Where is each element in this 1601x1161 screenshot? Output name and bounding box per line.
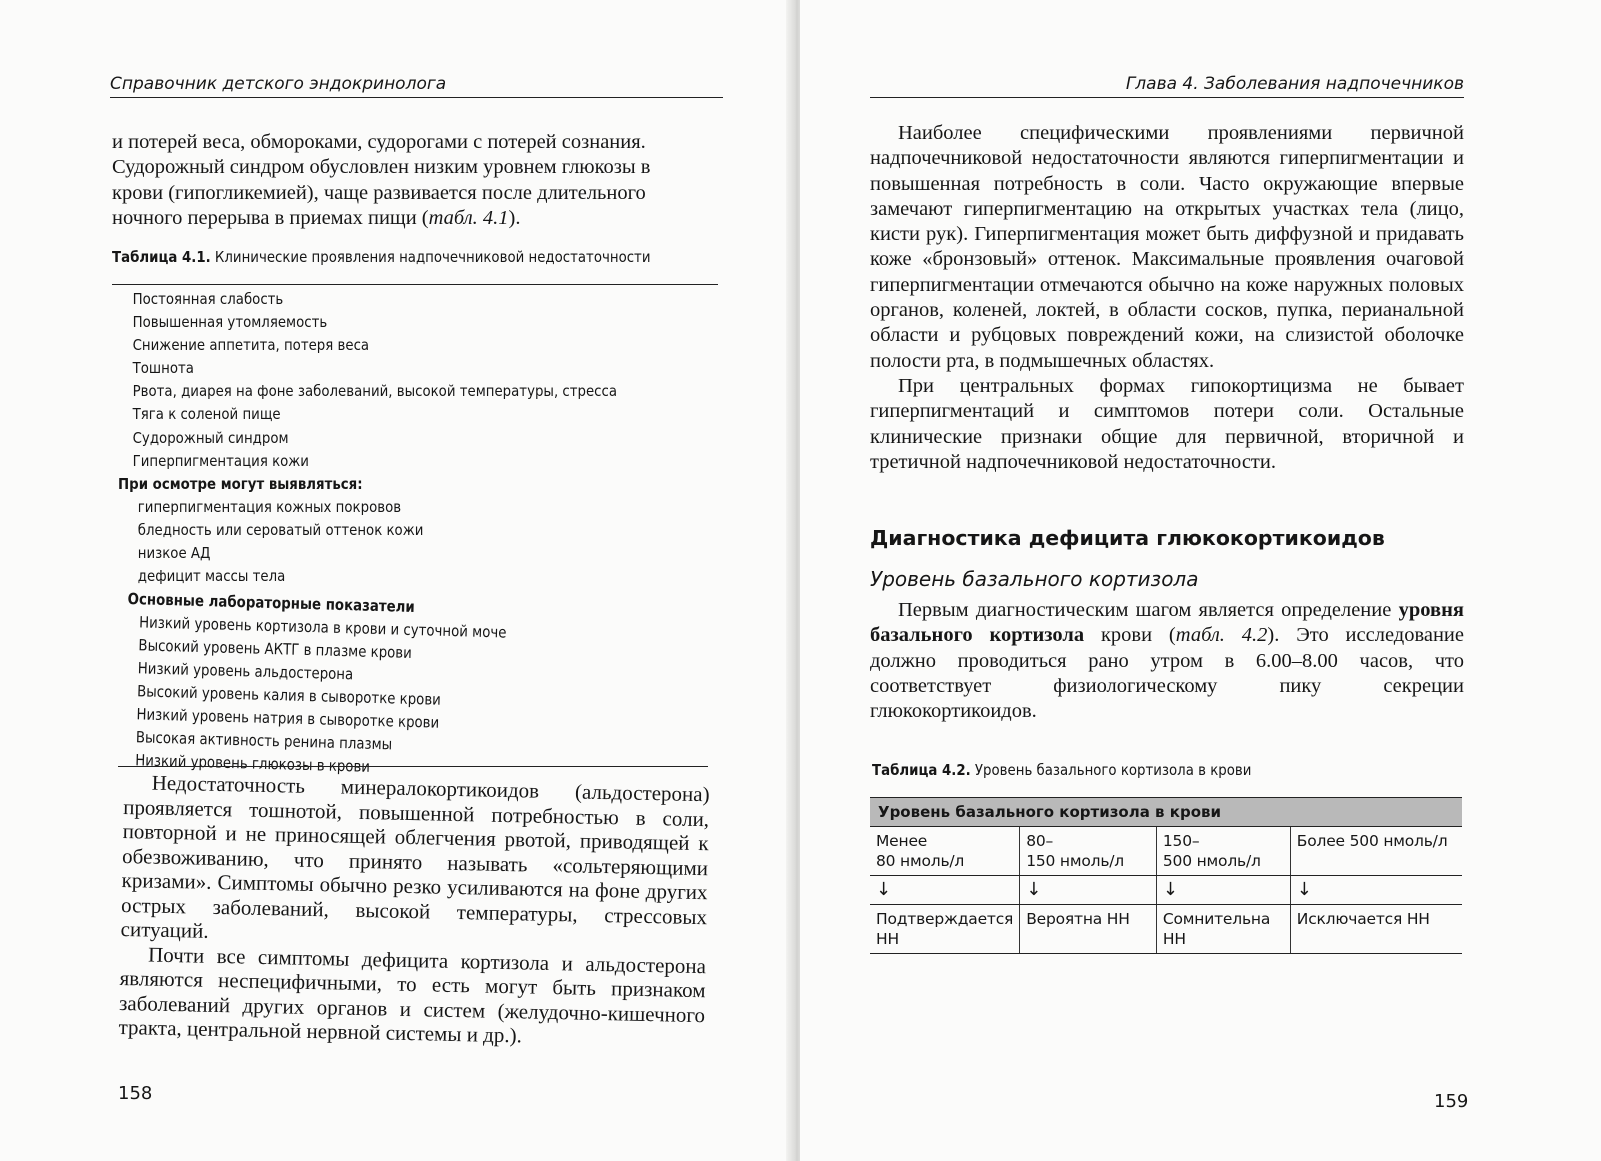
table-cell: Исключается НН xyxy=(1290,905,1462,954)
section-heading: Диагностика дефицита глюкокортикоидов xyxy=(870,526,1385,550)
list-item: Тошнота xyxy=(132,359,194,378)
list-item: Низкий уровень кортизола в крови и суточной моче xyxy=(138,613,507,642)
paragraph-nonspecific: Почти все симптомы дефицита кортизола и альдостерона являются неспецифичными, то есть могут быть признаком заболеваний других органов и систем (желудочно-кишечного тракта, центральной нервной системы и др.). xyxy=(118,942,707,1048)
table-cell: Более 500 нмоль/л xyxy=(1290,827,1462,876)
list-item: Постоянная слабость xyxy=(132,290,284,308)
bold-term: уровня базального кортизола xyxy=(870,599,1464,647)
list-item: Судорожный синдром xyxy=(132,428,289,447)
subsection-heading: Уровень базального кортизола xyxy=(870,567,1199,591)
list-item: Тяга к соленой пище xyxy=(132,405,281,424)
exam-heading: При осмотре могут выявляться: xyxy=(118,474,363,493)
list-item: Рвота, диарея на фоне заболеваний, высокой температуры, стресса xyxy=(132,382,618,401)
list-item: Повышенная утомляемость xyxy=(132,313,328,332)
list-item: Низкий уровень альдостерона xyxy=(137,659,354,684)
table-4-1-caption: Таблица 4.1. Клинические проявления надпочечниковой недостаточности xyxy=(112,248,651,266)
list-item: бледность или сероватый оттенок кожи xyxy=(137,520,424,539)
lab-list xyxy=(123,588,661,787)
running-head-right: Глава 4. Заболевания надпочечников xyxy=(870,74,1464,98)
list-item: низкое АД xyxy=(137,544,211,563)
table-cell: 150– 500 нмоль/л xyxy=(1156,827,1290,876)
table-row xyxy=(870,905,1462,954)
intro-paragraph: и потерей веса, обмороками, судорогами с потерей сознания. Судорожный синдром обусловлен низким уровнем глюкозы в крови (гипогликемией), чаще развивается после длительного ночного перерыва в приемах пищи (табл. 4.1). xyxy=(112,131,651,229)
paragraph-mineral-group xyxy=(118,770,710,1052)
paragraph-mineral: Недостаточность минералокортикоидов (альдостерона) проявляется тошнотой, повышенной потребностью в соли, повторной и не приносящей облегчения рвотой, приводящей к обезвоживанию, что принято называть «сольтеряющими кризами». Симптомы обычно резко усиливаются на фоне других острых заболеваний, высокой температуры, стрессовых ситуаций. xyxy=(120,770,710,943)
cortisol-table xyxy=(870,797,1462,954)
table-top-rule xyxy=(112,284,718,285)
table-4-2-caption: Таблица 4.2. Уровень базального кортизола в крови xyxy=(872,761,1252,779)
left-page xyxy=(0,0,790,1161)
list-item: Низкий уровень натрия в сыворотке крови xyxy=(136,705,440,732)
list-item: Снижение аппетита, потеря веса xyxy=(132,336,370,355)
arrow-down-icon: ↓ xyxy=(1290,876,1462,905)
list-item: дефицит массы тела xyxy=(137,567,286,586)
symptoms-list xyxy=(118,288,634,588)
list-item: Высокая активность ренина плазмы xyxy=(135,728,393,754)
list-item: Низкий уровень глюкозы в крови xyxy=(134,751,371,776)
list-item: Высокий уровень АКТГ в плазме крови xyxy=(138,636,413,662)
paragraph-hyperpigmentation: Наиболее специфическими проявлениями первичной надпочечниковой недостаточности являются гиперпигментации и повышенная потребность в соли. Часто окружающие впервые замечают гиперпигментацию на открытых участках тела (лицо, кисти рук). Гиперпигментация может быть диффузной и придавать коже «бронзовый» оттенок. Максимальные проявления очаговой гиперпигментации отмечаются обычно на коже наружных половых органов, коленей, локтей, в области сосков, пупка, перианальной области и рубцовых повреждений кожи, на слизистой оболочке полости рта, в подмышечных областях. xyxy=(870,122,1464,372)
arrow-down-icon: ↓ xyxy=(870,876,1020,905)
table-cell: Сомнительна НН xyxy=(1156,905,1290,954)
arrow-down-icon: ↓ xyxy=(1020,876,1157,905)
list-item: гиперпигментация кожных покровов xyxy=(137,497,402,516)
table-row xyxy=(870,876,1462,905)
right-paragraphs xyxy=(870,121,1464,475)
table-row xyxy=(870,827,1462,876)
paragraph-central-forms: При центральных формах гипокортицизма не бывает гиперпигментаций и симптомов потери соли. Остальные клинические признаки общие для первичной, вторичной и третичной надпочечниковой недостаточности. xyxy=(870,374,1464,473)
table-cell: 80– 150 нмоль/л xyxy=(1020,827,1157,876)
right-page xyxy=(800,0,1601,1161)
arrow-down-icon: ↓ xyxy=(1156,876,1290,905)
table-cell: Вероятна НН xyxy=(1020,905,1157,954)
table-cell: Подтверждается НН xyxy=(870,905,1020,954)
page-number-right: 159 xyxy=(1434,1091,1469,1112)
running-head-left: Справочник детского эндокринолога xyxy=(110,74,723,98)
list-item: Гиперпигментация кожи xyxy=(132,451,309,470)
paragraph-basal-cortisol: Первым диагностическим шагом является определение уровня базального кортизола крови (табл. 4.2). Это исследование должно проводиться рано утром в 6.00–8.00 часов, что соответствует физиологическому пику секреции глюкокортикоидов. xyxy=(870,599,1464,723)
table-bottom-rule xyxy=(118,766,708,767)
lab-heading: Основные лабораторные показатели xyxy=(127,589,415,617)
table-header: Уровень базального кортизола в крови xyxy=(870,798,1462,827)
table-reference: табл. 4.1 xyxy=(428,206,509,229)
table-cell: Менее 80 нмоль/л xyxy=(870,827,1020,876)
list-item: Высокий уровень калия в сыворотке крови xyxy=(136,682,442,709)
table-reference: табл. 4.2 xyxy=(1175,624,1268,647)
page-number-left: 158 xyxy=(118,1083,153,1104)
